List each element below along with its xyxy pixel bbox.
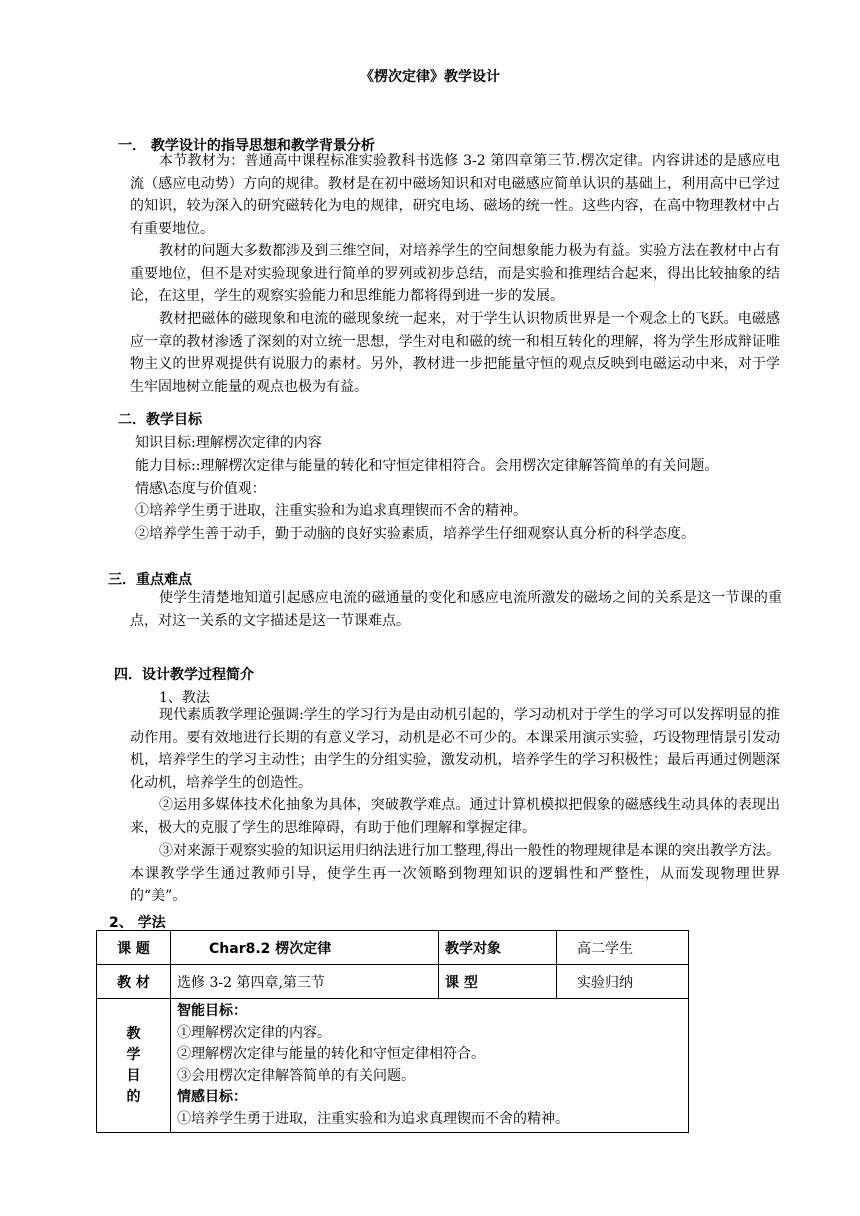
section-4-heading: 四．设计教学过程简介 — [114, 667, 254, 683]
section-4-paragraph-3: ③对来源于观察实验的知识运用归纳法进行加工整理,得出一般性的物理规律是本课的突出教学方法。本课教学学生通过教师引导，使学生再一次领略到物理知识的逻辑性和严整性，从而发现物理世界的“美”。 — [130, 843, 780, 904]
objectives-label-char: 目 — [126, 1067, 141, 1084]
page-title: 《楞次定律》教学设计 — [360, 69, 500, 85]
section-1-paragraph-1: 本节教材为：普通高中课程标准实验教科书选修 3-2 第四章第三节.楞次定律。内容讲述的是感应电流（感应电动势）方向的规律。教材是在初中磁场知识和对电磁感应简单认识的基础上，利用高中已学过的知识，较为深入的研究磁转化为电的规律，研究电场、磁场的统一性。这些内容，在高中物理教材中占有重要地位。 — [130, 153, 780, 237]
audience-value: 高二学生 — [557, 931, 689, 965]
table-row-topic — [97, 931, 689, 965]
section-2-heading: 二．教学目标 — [118, 412, 202, 428]
subsection-learning-method: 2、 学法 — [109, 915, 166, 931]
objectives-label — [97, 999, 171, 1133]
section-1-paragraph-2: 教材的问题大多数都涉及到三维空间，对培养学生的空间想象能力极为有益。实验方法在教材中占有重要地位，但不是对实验现象进行简单的罗列或初步总结，而是实验和推理结合起来，得出比较抽象的结论，在这里，学生的观察实验能力和思维能力都将得到进一步的发展。 — [130, 243, 780, 304]
goal-ability: 能力目标::理解楞次定律与能量的转化和守恒定律相符合。会用楞次定律解答简单的有关问题。 — [135, 458, 719, 474]
objective-line: 智能目标： — [177, 1003, 247, 1019]
section-1-paragraph-3: 教材把磁体的磁现象和电流的磁现象统一起来，对于学生认识物质世界是一个观念上的飞跃。电磁感应一章的教材渗透了深刻的对立统一思想，学生对电和磁的统一和相互转化的理解，将为学生形成辩证唯物主义的世界观提供有说服力的素材。另外，教材进一步把能量守恒的观点反映到电磁运动中来，对于学生牢固地树立能量的观点也极为有益。 — [130, 311, 780, 395]
section-3-paragraph: 使学生清楚地知道引起感应电流的磁通量的变化和感应电流所激发的磁场之间的关系是这一节课的重点，对这一关系的文字描述是这一节课难点。 — [130, 590, 782, 629]
goal-attitude-label: 情感\态度与价值观： — [135, 481, 266, 497]
section-4-paragraph-1: 现代素质教学理论强调:学生的学习行为是由动机引起的，学习动机对于学生的学习可以发挥明显的推动作用。要有效地进行长期的有意义学习，动机是必不可少的。本课采用演示实验，巧设物理情景引发动机，培养学生的学习主动性；由学生的分组实验，激发动机，培养学生的学习积极性；最后再通过例题深化动机，培养学生的创造性。 — [130, 707, 780, 791]
lesson-type-value: 实验归纳 — [557, 965, 689, 999]
objectives-label-char: 的 — [126, 1088, 141, 1105]
objective-line: ①培养学生勇于进取，注重实验和为追求真理锲而不舍的精神。 — [177, 1110, 569, 1127]
table-row-objectives — [97, 999, 689, 1133]
table-row-textbook — [97, 965, 689, 999]
objective-line: ①理解楞次定律的内容。 — [177, 1024, 331, 1041]
topic-label: 课 题 — [97, 931, 171, 965]
section-4-paragraph-2: ②运用多媒体技术化抽象为具体，突破教学难点。通过计算机模拟把假象的磁感线生动具体的表现出来，极大的克服了学生的思维障碍，有助于他们理解和掌握定律。 — [130, 797, 780, 836]
topic-value: Char8.2 楞次定律 — [171, 931, 439, 965]
textbook-value: 选修 3-2 第四章,第三节 — [171, 965, 439, 999]
textbook-label: 教 材 — [97, 965, 171, 999]
objective-line: ③会用楞次定律解答简单的有关问题。 — [177, 1067, 415, 1084]
lesson-info-table — [96, 930, 689, 1133]
audience-label: 教学对象 — [439, 931, 557, 965]
objectives-content — [171, 999, 689, 1133]
subsection-teaching-method: 1、教法 — [159, 690, 210, 706]
objectives-label-char: 学 — [126, 1046, 141, 1063]
goal-knowledge: 知识目标:理解楞次定律的内容 — [135, 435, 322, 451]
objective-line: 情感目标： — [177, 1089, 247, 1105]
goal-attitude-1: ①培养学生勇于进取，注重实验和为追求真理锲而不舍的精神。 — [135, 503, 527, 519]
goal-attitude-2: ②培养学生善于动手，勤于动脑的良好实验素质，培养学生仔细观察认真分析的科学态度。 — [135, 526, 695, 542]
lesson-type-label: 课 型 — [439, 965, 557, 999]
section-1-heading: 一． 教学设计的指导思想和教学背景分析 — [118, 138, 375, 154]
objective-line: ②理解楞次定律与能量的转化和守恒定律相符合。 — [177, 1046, 485, 1062]
objectives-label-char: 教 — [126, 1025, 141, 1042]
section-3-heading: 三．重点难点 — [108, 572, 192, 588]
